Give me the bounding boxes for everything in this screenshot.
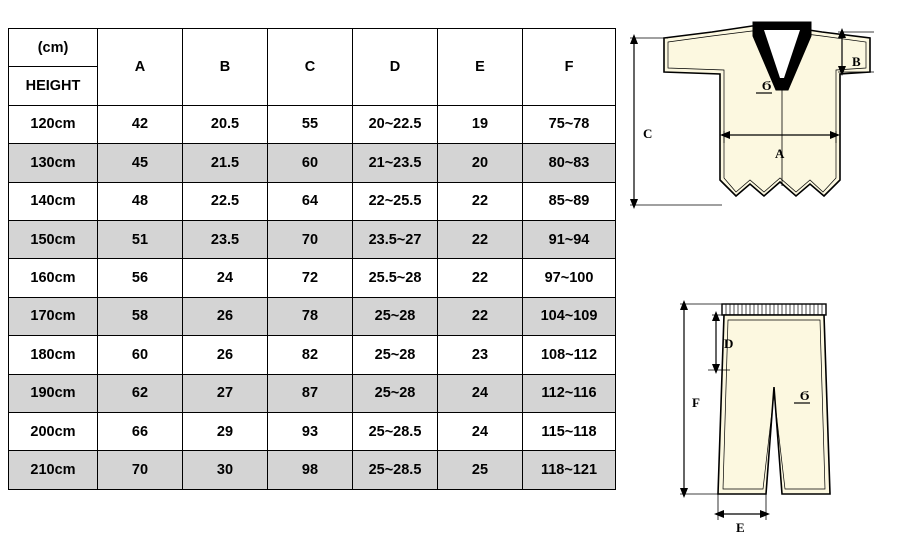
cell-a: 51 xyxy=(98,220,183,258)
dimension-e-arrow xyxy=(714,494,770,520)
cell-d: 25.5~28 xyxy=(353,259,438,297)
cell-e: 22 xyxy=(438,259,523,297)
cell-c: 60 xyxy=(268,144,353,182)
cell-b: 20.5 xyxy=(183,105,268,143)
row-height-label: 140cm xyxy=(9,182,98,220)
cell-b: 24 xyxy=(183,259,268,297)
header-col-f: F xyxy=(523,29,616,106)
cell-e: 25 xyxy=(438,451,523,489)
cell-e: 24 xyxy=(438,412,523,450)
cell-f: 75~78 xyxy=(523,105,616,143)
cell-a: 58 xyxy=(98,297,183,335)
cell-e: 19 xyxy=(438,105,523,143)
header-height-cell: HEIGHT xyxy=(9,67,98,105)
cell-c: 93 xyxy=(268,412,353,450)
cell-b: 30 xyxy=(183,451,268,489)
diagram-area xyxy=(612,0,921,539)
cell-a: 62 xyxy=(98,374,183,412)
row-height-label: 160cm xyxy=(9,259,98,297)
cell-a: 48 xyxy=(98,182,183,220)
cell-a: 42 xyxy=(98,105,183,143)
cell-b: 23.5 xyxy=(183,220,268,258)
table-row xyxy=(9,297,616,335)
header-col-e: E xyxy=(438,29,523,106)
cell-d: 22~25.5 xyxy=(353,182,438,220)
cell-b: 29 xyxy=(183,412,268,450)
uniform-jacket-diagram xyxy=(612,0,921,265)
size-table xyxy=(8,28,616,490)
cell-a: 70 xyxy=(98,451,183,489)
pants-outline xyxy=(718,315,830,494)
cell-b: 27 xyxy=(183,374,268,412)
row-height-label: 170cm xyxy=(9,297,98,335)
cell-f: 112~116 xyxy=(523,374,616,412)
cell-e: 24 xyxy=(438,374,523,412)
cell-d: 21~23.5 xyxy=(353,144,438,182)
cell-b: 26 xyxy=(183,297,268,335)
table-row xyxy=(9,412,616,450)
dimension-f-arrow xyxy=(680,300,724,498)
cell-f: 108~112 xyxy=(523,336,616,374)
row-height-label: 180cm xyxy=(9,336,98,374)
cell-c: 70 xyxy=(268,220,353,258)
cell-d: 25~28 xyxy=(353,336,438,374)
table-row xyxy=(9,105,616,143)
row-height-label: 200cm xyxy=(9,412,98,450)
cell-d: 23.5~27 xyxy=(353,220,438,258)
cell-d: 25~28 xyxy=(353,297,438,335)
cell-f: 80~83 xyxy=(523,144,616,182)
cell-e: 20 xyxy=(438,144,523,182)
cell-f: 104~109 xyxy=(523,297,616,335)
label-a: A xyxy=(775,146,785,161)
cell-a: 66 xyxy=(98,412,183,450)
cell-a: 45 xyxy=(98,144,183,182)
cell-e: 22 xyxy=(438,297,523,335)
cell-d: 20~22.5 xyxy=(353,105,438,143)
cell-a: 56 xyxy=(98,259,183,297)
row-height-label: 130cm xyxy=(9,144,98,182)
header-col-c: C xyxy=(268,29,353,106)
label-b: B xyxy=(852,54,861,69)
table-row xyxy=(9,144,616,182)
label-f: F xyxy=(692,395,700,410)
label-e: E xyxy=(736,520,745,535)
table-row xyxy=(9,220,616,258)
table-row xyxy=(9,374,616,412)
label-d: D xyxy=(724,336,734,351)
cell-a: 60 xyxy=(98,336,183,374)
size-table-container xyxy=(8,28,608,490)
cell-c: 64 xyxy=(268,182,353,220)
cell-f: 118~121 xyxy=(523,451,616,489)
cell-b: 21.5 xyxy=(183,144,268,182)
table-row xyxy=(9,182,616,220)
cell-f: 115~118 xyxy=(523,412,616,450)
label-c: C xyxy=(643,126,653,141)
svg-text:Ϭ: Ϭ xyxy=(762,78,772,93)
cell-c: 72 xyxy=(268,259,353,297)
cell-c: 55 xyxy=(268,105,353,143)
header-col-b: B xyxy=(183,29,268,106)
cell-b: 22.5 xyxy=(183,182,268,220)
cell-c: 87 xyxy=(268,374,353,412)
cell-e: 23 xyxy=(438,336,523,374)
cell-d: 25~28.5 xyxy=(353,451,438,489)
cell-c: 78 xyxy=(268,297,353,335)
header-unit-cell: (cm) xyxy=(9,29,98,67)
uniform-pants-diagram xyxy=(612,282,921,542)
cell-c: 98 xyxy=(268,451,353,489)
header-col-a: A xyxy=(98,29,183,106)
cell-b: 26 xyxy=(183,336,268,374)
svg-text:Ϭ: Ϭ xyxy=(800,388,810,403)
cell-f: 85~89 xyxy=(523,182,616,220)
cell-e: 22 xyxy=(438,220,523,258)
table-row xyxy=(9,451,616,489)
table-header-row-unit xyxy=(9,29,616,67)
header-col-d: D xyxy=(353,29,438,106)
row-height-label: 210cm xyxy=(9,451,98,489)
cell-e: 22 xyxy=(438,182,523,220)
cell-d: 25~28.5 xyxy=(353,412,438,450)
row-height-label: 120cm xyxy=(9,105,98,143)
cell-d: 25~28 xyxy=(353,374,438,412)
cell-f: 91~94 xyxy=(523,220,616,258)
table-row xyxy=(9,336,616,374)
cell-c: 82 xyxy=(268,336,353,374)
row-height-label: 150cm xyxy=(9,220,98,258)
row-height-label: 190cm xyxy=(9,374,98,412)
table-row xyxy=(9,259,616,297)
cell-f: 97~100 xyxy=(523,259,616,297)
